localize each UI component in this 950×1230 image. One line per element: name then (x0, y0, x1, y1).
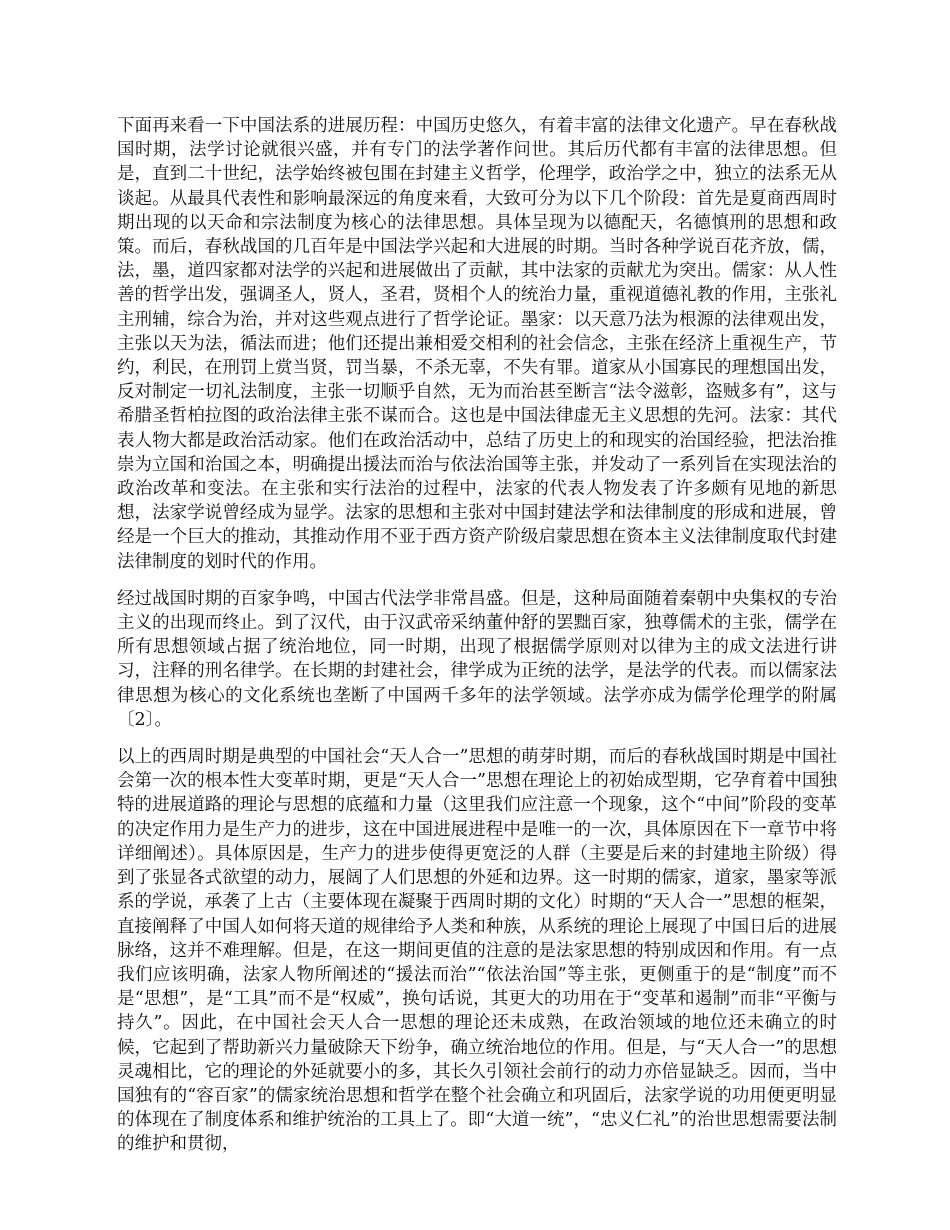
paragraph-tianren-heyi-analysis: 以上的西周时期是典型的中国社会“天人合一”思想的萌芽时期，而后的春秋战国时期是中国社会第一次的根本性大变革时期，更是“天人合一”思想在理论上的初始成型期，它孕育着中国独特的进展道路的理论与思想的底蕴和力量（这里我们应注意一个现象，这个“中间”阶段的变革的决定作用力是生产力的进步，这在中国进展进程中是唯一的一次，具体原因在下一章节中将详细阐述）。具体原因是，生产力的进步使得更宽泛的人群（主要是后来的封建地主阶级）得到了张显各式欲望的动力，展阔了人们思想的外延和边界。这一时期的儒家，道家，墨家等派系的学说，承袭了上古（主要体现在凝聚于西周时期的文化）时期的“天人合一”思想的框架，直接阐释了中国人如何将天道的规律给予人类和种族，从系统的理论上展现了中国日后的进展脉络，这并不难理解。但是，在这一期间更值的注意的是法家思想的特别成因和作用。有一点我们应该明确，法家人物所阐述的“援法而治”“依法治国”等主张，更侧重于的是“制度”而不是“思想”，是“工具”而不是“权威”，换句话说，其更大的功用在于“变革和遏制”而非“平衡与持久”。因此，在中国社会天人合一思想的理论还未成熟，在政治领域的地位还未确立的时候，它起到了帮助新兴力量破除天下纷争，确立统治地位的作用。但是，与“天人合一”的思想灵魂相比，它的理论的外延就要小的多，其长久引领社会前行的动力亦倍显缺乏。因而，当中国独有的“容百家”的儒家统治思想和哲学在整个社会确立和巩固后，法家学说的功用便更明显的体现在了制度体系和维护统治的工具上了。即“大道一统”，“忠义仁礼”的治世思想需要法制的维护和贯彻， (117, 747, 837, 1155)
paragraph-legal-history-overview: 下面再来看一下中国法系的进展历程：中国历史悠久，有着丰富的法律文化遗产。早在春秋战国时期，法学讨论就很兴盛，并有专门的法学著作问世。其后历代都有丰富的法律思想。但是，直到二十世纪，法学始终被包围在封建主义哲学，伦理学，政治学之中，独立的法系无从谈起。从最具代表性和影响最深远的角度来看，大致可分为以下几个阶段：首先是夏商西周时期出现的以天命和宗法制度为核心的法律思想。具体呈现为以德配天，名德慎刑的思想和政策。而后，春秋战国的几百年是中国法学兴起和大进展的时期。当时各种学说百花齐放，儒，法，墨，道四家都对法学的兴起和进展做出了贡献，其中法家的贡献尤为突出。儒家：从人性善的哲学出发，强调圣人，贤人，圣君，贤相个人的统治力量，重视道德礼教的作用，主张礼主刑辅，综合为治，并对这些观点进行了哲学论证。墨家：以天意乃法为根源的法律观出发，主张以天为法，循法而进；他们还提出兼相爱交相利的社会信念，主张在经济上重视生产，节约，利民，在刑罚上赏当贤，罚当暴，不杀无辜，不失有罪。道家从小国寡民的理想国出发，反对制定一切礼法制度，主张一切顺乎自然，无为而治甚至断言“法令滋彰，盗贼多有”，这与希腊圣哲柏拉图的政治法律主张不谋而合。这也是中国法律虚无主义思想的先河。法家：其代表人物大都是政治活动家。他们在政治活动中，总结了历史上的和现实的治国经验，把法治推崇为立国和治国之本，明确提出援法而治与依法治国等主张，并发动了一系列旨在实现法治的政治改革和变法。在主张和实行法治的过程中，法家的代表人物发表了许多颇有见地的新思想，法家学说曾经成为显学。法家的思想和主张对中国封建法学和法律制度的形成和进展，曾经是一个巨大的推动，其推动作用不亚于西方资产阶级启蒙思想在资本主义法律制度取代封建法律制度的划时代的作用。 (117, 116, 837, 572)
paragraph-confucian-dominance: 经过战国时期的百家争鸣，中国古代法学非常昌盛。但是，这种局面随着秦朝中央集权的专治主义的出现而终止。到了汉代，由于汉武帝采纳董仲舒的罢黜百家，独尊儒术的主张，儒学在所有思想领域占据了统治地位，同一时期，出现了根据儒学原则对以律为主的成文法进行讲习，注释的刑名律学。在长期的封建社会，律学成为正统的法学，是法学的代表。而以儒家法律思想为核心的文化系统也垄断了中国两千多年的法学领域。法学亦成为儒学伦理学的附属〔2〕。 (117, 588, 837, 730)
document-body (117, 114, 837, 1170)
